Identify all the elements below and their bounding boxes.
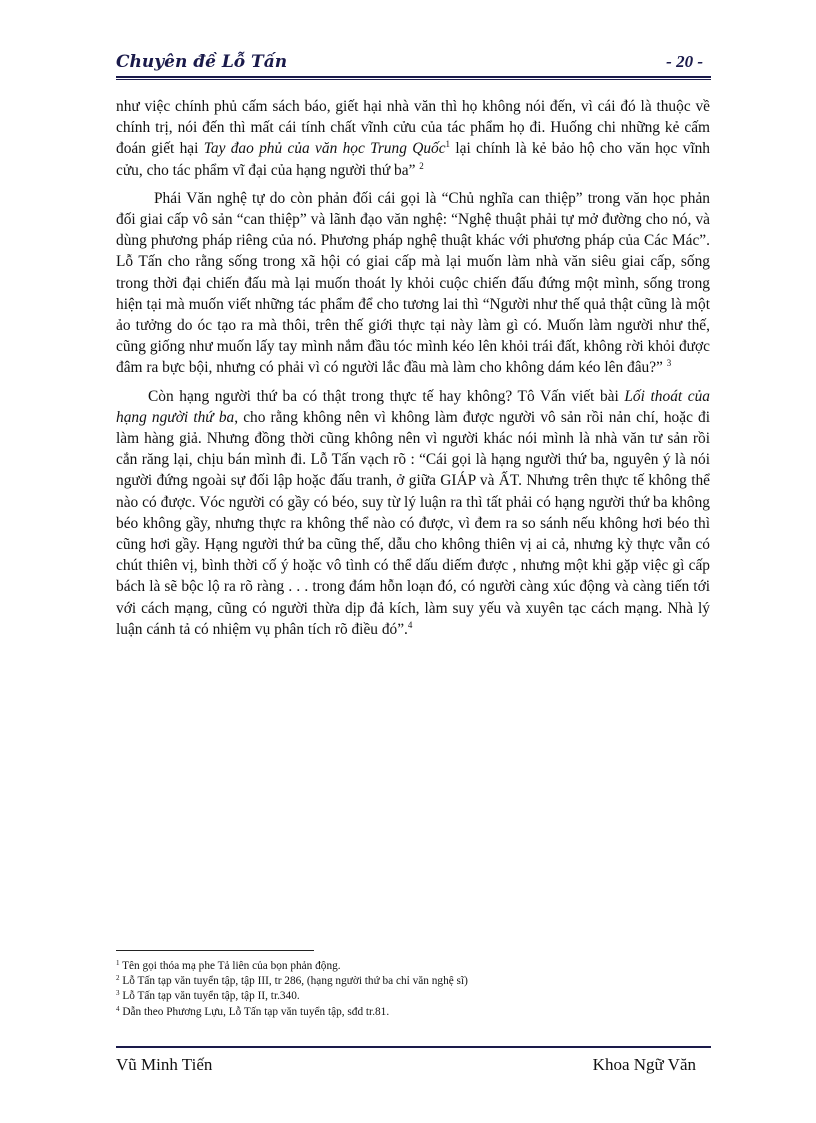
paragraph-1-italic-title: Tay đao phủ của văn học Trung Quốc [203,140,446,158]
paragraph-1-text: như việc chính phủ cấm sách báo, giết hại nhà văn thì họ không nói đến, vì cái đó là thuộc về chính trị, nói đến thì mất cái tính chất vĩnh cửu của tác phẩm họ đi. Huống chi những kẻ cấm đoán giết hại [116,98,710,158]
footnote-text: Dẫn theo Phương Lựu, Lỗ Tấn tạp văn tuyển tập, sđd tr.81. [119,1005,390,1018]
footnote-divider [116,950,314,951]
document-body [116,96,710,647]
paragraph-3 [116,386,710,640]
footnote-number: 1 [116,959,120,967]
footer-author: Vũ Minh Tiến [116,1055,213,1074]
footnote-2 [116,974,710,989]
paragraph-3-italic-title: Lối thoát của hạng người thứ ba [116,387,710,426]
footnote-ref-4: 4 [407,619,413,630]
footnote-4 [116,1005,710,1020]
header-divider [116,76,711,80]
footnote-text: Lỗ Tấn tạp văn tuyển tập, tập III, tr 286, (hạng người thứ ba chỉ văn nghệ sĩ) [119,975,468,988]
paragraph-2 [116,188,710,379]
header-title: Chuyên đề Lỗ Tấn [116,52,288,72]
footnote-text: Lỗ Tấn tạp văn tuyển tập, tập II, tr.340. [119,990,300,1003]
footnote-3 [116,989,710,1004]
paragraph-3-text-cont: , cho rằng không nên vì không làm được người vô sản rồi nản chí, hoặc đi làm hàng giả. Nhưng đồng thời cũng không nên vì người khác nói mình là nhà văn tư sản rồi cắn răng lại, chịu bán mình đi. Lỗ Tấn vạch rõ : “Cái gọi là hạng người thứ ba, nguyên ý là nói người đứng ngoài sự đối lập hoặc đấu tranh, ở giữa GIÁP và ẤT. Nhưng trên thực tế không thể nào có được. Vóc người có gầy có béo, suy từ lý luận ra thì tất phải có hạng người thứ ba không béo không gầy, nhưng thực ra không thể nào có được, vì đem ra so sánh nếu không hơi béo thì cũng hơi gầy. Hạng người thứ ba cũng thế, dẫu cho không thiên vị ai cả, nhưng kỳ thực vẫn có chút thiên vị, bình thời cố ý hoặc vô tình có thể dấu diếm được , nhưng một khi gặp việc gì cấp bách là sẽ bộc lộ ra rõ ràng . . . trong đám hỗn loạn đó, có người càng xúc động và càng tiến tới với cách mạng, cũng có người thừa dịp đả kích, làm suy yếu và xuyên tạc cách mạng. Nhà lý luận cánh tả có nhiệm vụ phân tích rõ điều đó”. [116,408,711,638]
footnote-number: 3 [116,989,120,998]
footnote-number: 2 [116,974,120,983]
footnote-ref-3: 3 [666,358,672,369]
page-header [116,50,711,76]
paragraph-2-text: Phái Văn nghệ tự do còn phản đối cái gọi là “Chủ nghĩa can thiệp” trong văn học phản đối giai cấp vô sản “can thiệp” và lãnh đạo văn nghệ: “Nghệ thuật phải tự mở đường cho nó, và dùng phương pháp riêng của nó. Phương pháp nghệ thuật khác với phương pháp của Các Mác”. Lỗ Tấn cho rằng sống trong xã hội có giai cấp mà lại muốn làm nhà văn siêu giai cấp, sống trong thời đại chiến đấu mà lại muốn thoát ly khỏi cuộc chiến đấu đứng một mình, sống trong hiện tại mà muốn viết những tác phẩm để cho tương lai thì “Người như thế quả thật cũng là một ảo tưởng do óc tạo ra mà thôi, trên thế giới thực tại này làm gì có. Muốn làm người như thế, cũng giống như muốn lấy tay mình nắm đầu tóc mình kéo lên khỏi trái đất, không rời khỏi được đâm ra bực bội, nhưng có phải vì có người lắc đầu mà làm cho không dám kéo lên đâu?” [116,189,710,377]
footnote-number: 4 [116,1004,120,1013]
paragraph-3-text: Còn hạng người thứ ba có thật trong thực tế hay không? Tô Vấn viết bài [148,387,625,405]
footnote-ref-2: 2 [419,160,424,171]
paragraph-1-text-cont: lại chính là kẻ bảo hộ cho văn học vĩnh cửu, cho tác phẩm vĩ đại của hạng người thứ ba” [116,140,710,179]
page-number: - 20 - [666,52,703,71]
footer-department: Khoa Ngữ Văn [592,1055,696,1074]
footnote-text: Tên gọi thóa mạ phe Tả liên của bọn phản động. [119,960,341,972]
footnotes [116,959,710,1020]
footer-divider [116,1046,711,1048]
footnote-ref-1: 1 [445,139,451,150]
paragraph-1 [116,96,710,181]
footnote-1 [116,959,710,974]
